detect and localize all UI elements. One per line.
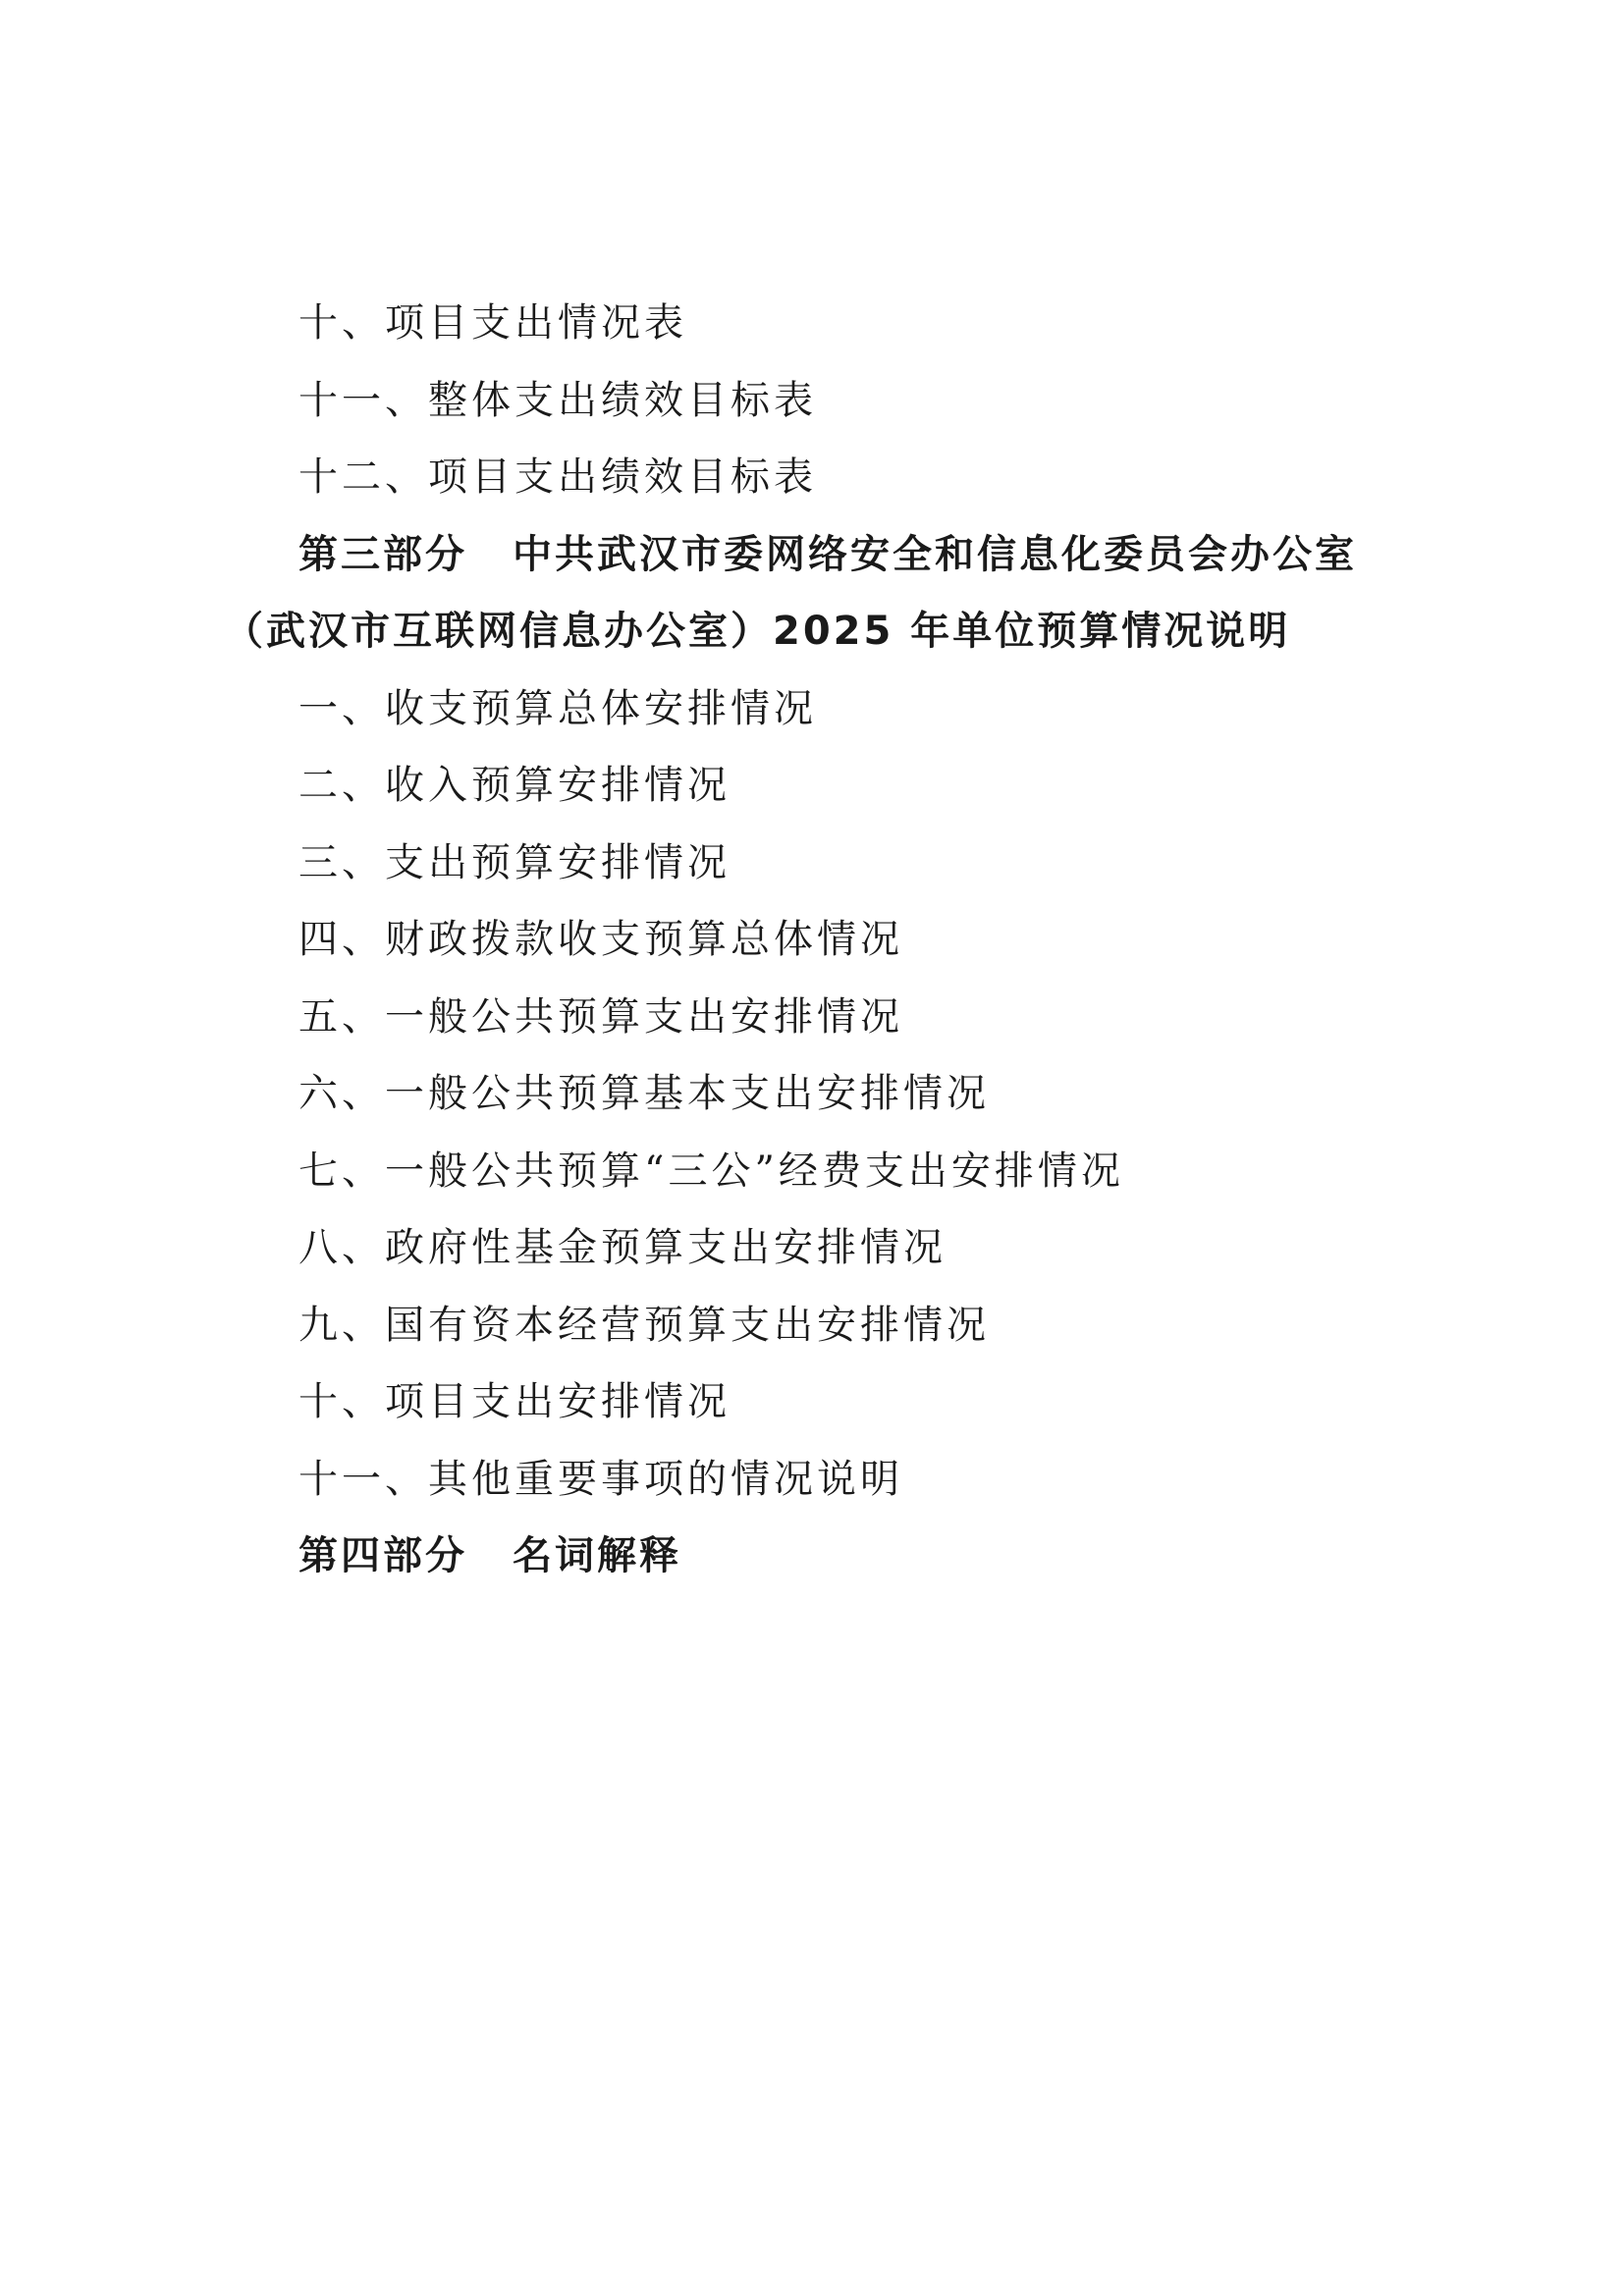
toc-item: 四、财政拨款收支预算总体情况 [298,917,903,962]
part4-title: 名词解释 [513,1533,681,1578]
toc-item: 二、收入预算安排情况 [298,763,731,808]
toc-item: 十、项目支出情况表 [298,300,687,346]
part3-heading [224,516,1422,594]
toc-item: 六、一般公共预算基本支出安排情况 [298,1071,990,1116]
part3-title-line1: 中共武汉市委网络安全和信息化委员会办公室 [513,531,1357,577]
toc-item: 十一、其他重要事项的情况说明 [298,1456,903,1502]
toc-item: 十二、项目支出绩效目标表 [298,454,817,500]
table-of-contents [224,285,1422,1595]
toc-item: 一、收支预算总体安排情况 [298,685,817,731]
toc-item: 五、一般公共预算支出安排情况 [298,993,903,1040]
part4-heading [224,1518,1422,1595]
toc-item: 十、项目支出安排情况 [298,1379,731,1424]
part4-label: 第四部分 [298,1533,467,1578]
toc-item: 十一、整体支出绩效目标表 [298,377,817,423]
toc-item: 七、一般公共预算“三公”经费支出安排情况 [298,1148,1124,1194]
toc-item: 九、国有资本经营预算支出安排情况 [298,1302,990,1348]
toc-item: 三、支出预算安排情况 [298,839,731,885]
toc-item: 八、政府性基金预算支出安排情况 [298,1225,947,1270]
part3-title-line2: （武汉市互联网信息办公室）2025 年单位预算情况说明 [224,609,1291,654]
part3-label: 第三部分 [298,531,467,577]
